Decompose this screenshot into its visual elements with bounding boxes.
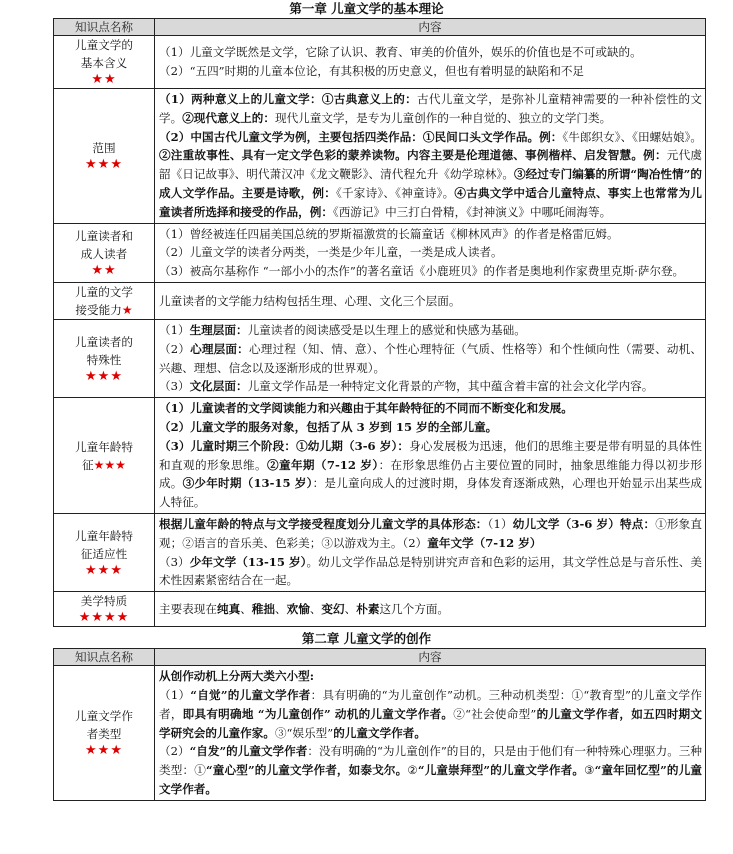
content-paragraph [159,321,702,340]
separator: 、 [344,601,357,616]
content-text: 心理过程（知、情、意）、个性心理特征（气质、性格等）和个性倾向性（需要、动机、兴趣、理想、信念以及逐渐形成的世界观）。 [159,341,702,375]
importance-stars: ★★★ [85,562,123,578]
content-bold-text: 少年文学（13-15 岁） [189,554,307,569]
content-bold-text: 童年文学（7-12 岁） [427,535,542,550]
content-text: 现代儿童文学，是专为儿童创作的一种自觉的、独立的文学门类。 [274,110,612,125]
content-bold-text: ④古典文学中适合儿童特点、事实上也常常为儿童读者所选择和接受的作品，例： [159,185,702,219]
content-text: ③“娱乐型” [274,725,334,740]
content-bold-text: 幼儿文学（3-6 岁）特点： [512,516,656,531]
table-row [54,592,706,627]
knowledge-point-name: 征 [82,457,94,472]
knowledge-point-name: 儿童读者和 [75,228,133,243]
column-header-name: 知识点名称 [54,649,155,666]
knowledge-point-name: 范围 [92,140,116,155]
content-bold-text: 的儿童文学作者。 [333,725,426,740]
content-bold-text: （1）两种意义上的儿童文学： [159,92,322,106]
content-text: 《千家诗》、《神童诗》。 [336,185,455,200]
knowledge-point-name: 儿童年龄特 [75,439,133,454]
knowledge-point-name: 儿童读者的 [75,334,133,349]
content-paragraph [159,686,702,742]
content-line: （2）儿童文学的读者分两类，一类是少年儿童，一类是成人读者。 [159,245,503,260]
importance-stars: ★★★★ [78,610,130,626]
content-text: ② [407,763,418,778]
knowledge-point-cell [54,223,155,282]
chapter-2-table [53,648,706,801]
content-bold-text: （3）儿童时期三个阶段：①幼儿期（3-6 岁）： [159,438,410,453]
content-cell [155,398,706,514]
content-bold-text: 的儿童文学作者，如五四时期文学研究会的儿童作家。 [159,706,702,740]
content-bold-text: ②童年期（7-12 岁） [266,457,379,472]
knowledge-point-name: 儿童文学作 [75,708,133,723]
aesthetic-item: 朴素 [356,601,380,616]
content-text: ：具有明确的“为儿童创作”动机。三种动机类型：①“教育型”的儿童文学作者， [159,687,702,721]
knowledge-point-cell [54,319,155,397]
content-bold-text: ②现代意义上的： [182,110,275,125]
content-text: ：在形象思维仍占主要位置的同时，抽象思维能力得以初步形成。 [159,457,702,491]
content-cell [155,513,706,591]
importance-stars: ★ [121,302,133,317]
knowledge-point-cell [54,666,155,801]
content-text: 《牛郎织女》、《田螺姑娘》。 [562,129,702,144]
content-bold-text: “自觉”的儿童文学作者 [190,687,311,702]
knowledge-point-cell [54,36,155,89]
content-line: （1）曾经被连任四届美国总统的罗斯福激赏的长篇童话《柳林风声》的作者是格雷厄姆。 [159,226,619,241]
chapter-2-title: 第二章 儿童文学的创作 [301,631,432,647]
table-row [54,513,706,591]
content-text: （2） [402,535,428,550]
content-bold-text: “童年回忆型”的儿童文学作者。 [159,763,702,796]
aesthetic-item: 变幻 [321,601,345,616]
content-paragraph [159,128,702,222]
column-header-name: 知识点名称 [54,19,155,36]
content-bold-text: 生理层面： [189,322,248,337]
knowledge-point-name: 特殊性 [86,352,122,367]
content-text: （3） [159,379,190,394]
content-cell [155,36,706,89]
content-bold-text: “童心型”的儿童文学作者，如泰戈尔。 [205,763,408,778]
knowledge-point-name: 征适应性 [80,546,128,561]
content-paragraph [159,399,702,418]
knowledge-point-name: 儿童年龄特 [75,528,133,543]
content-text: ③ [584,763,595,778]
content-text: （1） [159,322,190,337]
content-bold-text: ①古典意义上的： [321,92,417,106]
content-cell [155,666,706,801]
content-text: ：是儿童向成人的过渡时期，身体发育逐渐成熟，心理也开始显示出某些成人特征。 [159,476,702,510]
content-line: （1）儿童文学既然是文学，它除了认识、教育、审美的价值外，娱乐的价值也是不可或缺的。 [159,45,642,60]
content-bold-text: ③少年时期（13-15 岁） [182,476,313,491]
content-line: 儿童读者的文学能力结构包括生理、心理、文化三个层面。 [159,293,461,308]
content-text: （3） [159,554,190,569]
content-bold-text: 文化层面： [189,379,248,394]
content-paragraph [159,377,702,396]
knowledge-point-cell [54,513,155,591]
content-text: ②“社会使命型” [453,706,537,721]
content-paragraph [159,340,702,378]
separator: 、 [309,601,322,616]
content-line: （3）被高尔基称作 “一部小小的杰作”的著名童话《小鹿班贝》的作者是奥地利作家费里克斯·萨尔登。 [159,264,685,279]
content-bold-text: 从创作动机上分两大类六小型: [159,669,314,684]
content-text: ：没有明确的“为儿童创作”的目的，只是由于他们有一种特殊心理驱力。三种类型：① [159,744,702,778]
content-bold-text: （1）儿童读者的文学阅读能力和兴趣由于其年龄特征的不同而不断变化和发展。 [159,401,573,416]
content-text: 古代儿童文学，是弥补儿童精神需要的一种补偿性的文学。 [159,92,702,125]
knowledge-point-cell [54,282,155,319]
content-text: （1） [159,687,191,702]
knowledge-point-name: 美学特质 [80,594,128,609]
knowledge-point-name: 接受能力 [75,302,122,317]
knowledge-point-cell [54,89,155,224]
content-text: 儿童读者的阅读感受是以生理上的感觉和快感为基础。 [247,322,526,337]
knowledge-point-name: 成人读者 [80,246,128,261]
aesthetic-item: 稚拙 [251,601,275,616]
separator: 、 [240,601,252,616]
content-bold-text: “自发”的儿童文学作者 [189,744,308,759]
content-text: 身心发展极为迅速，他们的思维主要是带有明显的具体性和直观的形象思维。 [159,438,702,472]
content-text: （2） [159,744,190,759]
importance-stars: ★★ [91,262,117,278]
table-header-row [54,649,706,666]
table-row [54,36,706,89]
separator: 、 [275,601,287,616]
knowledge-point-cell [54,398,155,514]
content-text: 。幼儿文学作品总是特别讲究声音和色彩的运用，其文学性总是与音乐性、美术性因素紧密结合在一起。 [159,554,702,588]
chapter-1-title: 第一章 儿童文学的基本理论 [289,1,444,16]
table-row [54,282,706,319]
content-bold-text: 根据儿童年龄的特点与文学接受程度划分儿童文学的具体形态： [159,516,488,531]
table-row [54,319,706,397]
content-paragraph [159,437,702,512]
content-bold-text: ②注重故事性、具有一定文学色彩的蒙养读物。内容主要是伦理道德、事例楷样、启发智慧。例： [159,148,667,163]
content-text: 儿童文学作品是一种特定文化背景的产物，其中蕴含着丰富的社会文化学内容。 [247,379,654,394]
importance-stars: ★★★ [93,457,126,472]
content-paragraph [159,418,702,437]
content-bold-text: “儿童崇拜型”的儿童文学作者。 [417,763,585,778]
aesthetic-item: 纯真 [216,601,241,616]
importance-stars: ★★★ [85,742,123,758]
content-text: （1） [487,516,513,531]
importance-stars: ★★★ [85,368,123,384]
content-cell [155,89,706,224]
content-cell [155,282,706,319]
importance-stars: ★★ [91,72,117,87]
content-text: 《西游记》中三打白骨精，《封神演义》中哪吒闹海等。 [332,204,612,219]
knowledge-point-name: 者类型 [86,726,122,741]
column-header-content: 内容 [155,649,706,666]
content-text: 主要表现在 [159,601,217,616]
chapter-1-table [53,18,706,627]
content-bold-text: 即具有明确地 “为儿童创作” 动机的儿童文学作者。 [182,706,454,721]
knowledge-point-name: 儿童的文学 [75,284,133,299]
content-cell [155,319,706,397]
content-text: （2） [159,341,191,356]
table-row [54,89,706,224]
table-row [54,666,706,801]
content-cell [155,223,706,282]
content-cell [155,592,706,627]
table-row [54,398,706,514]
knowledge-point-name: 儿童文学的 [75,38,133,52]
content-text: ①形象直观；②语言的音乐美、色彩美；③以游戏为主。 [159,516,702,550]
column-header-content: 内容 [155,19,706,36]
knowledge-point-cell [54,592,155,627]
content-line: （2）“五四”时期的儿童本位论，有其积极的历史意义，但也有着明显的缺陷和不足 [159,64,585,78]
content-text: 元代虞韶《日记故事》、明代萧汉冲《龙文鞭影》、清代程允升《幼学琼林》。 [159,148,702,182]
content-bold-text: 心理层面： [190,341,249,356]
content-paragraph [159,90,702,128]
content-bold-text: （2）中国古代儿童文学为例，主要包括四类作品：①民间口头文学作品。例： [159,129,563,144]
table-row [54,223,706,282]
content-text: 这几个方面。 [379,601,450,616]
importance-stars: ★★★ [85,156,123,172]
knowledge-point-name: 基本含义 [80,56,128,70]
content-paragraph [159,667,702,686]
content-bold-text: ③经过专门编纂的所谓“陶冶性情”的成人文学作品。主要是诗歌，例： [159,167,702,200]
aesthetic-item: 欢愉 [286,601,310,616]
content-paragraph [159,742,702,798]
table-header-row [54,19,706,36]
content-bold-text: （2）儿童文学的服务对象，包括了从 3 岁到 15 岁的全部儿童。 [159,419,498,434]
